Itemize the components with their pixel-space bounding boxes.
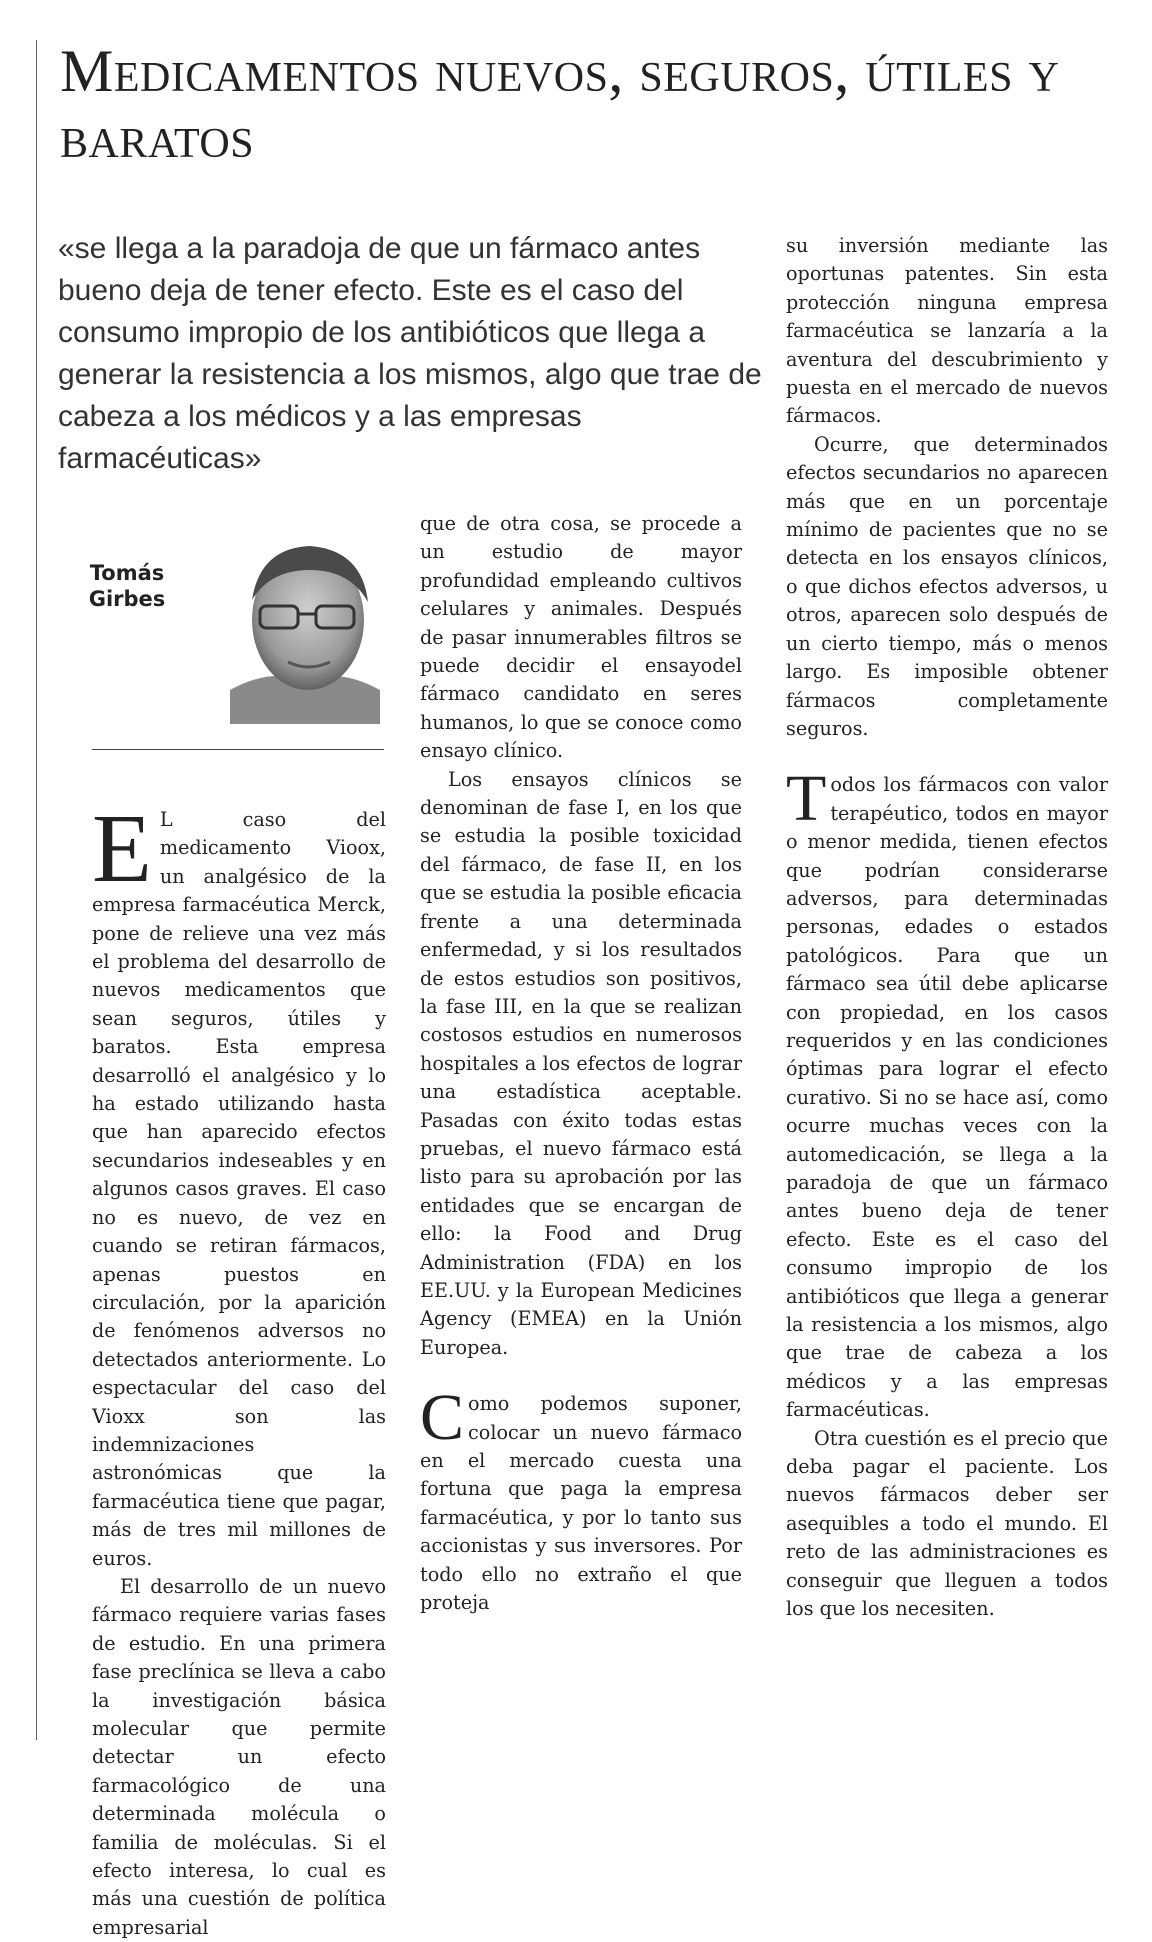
drop-cap: E: [92, 795, 152, 903]
paragraph: [92, 795, 386, 1573]
paragraph: [420, 1381, 742, 1617]
left-margin-rule: [36, 40, 37, 1740]
article-title: Medicamentos nuevos, seguros, útiles y baratos: [60, 38, 1060, 170]
drop-cap: C: [420, 1381, 465, 1455]
paragraph: Ocurre, que determinados efectos secundarios no aparecen más que en un porcentaje mínimo de pacientes que no se detecta en los ensayos clínicos, o que dichos efectos adversos, u otros, aparecen solo después de un cierto tiempo, más o menos largo. Es imposible obtener fármacos completamente seguros.: [786, 432, 1108, 740]
paragraph: [786, 762, 1108, 1424]
article-column-2: [420, 510, 742, 1617]
drop-cap: T: [786, 762, 827, 836]
paragraph-text: omo podemos suponer, colocar un nuevo fármaco en el mercado cuesta una fortuna que paga la empresa farmacéutica, y por lo tanto sus accionistas y sus inversores. Por todo ello no extraño el que proteja: [420, 1392, 742, 1615]
article-column-1: [92, 795, 386, 1942]
paragraph: El desarrollo de un nuevo fármaco requiere varias fases de estudio. En una primera fase preclínica se lleva a cabo la investigación básica molecular que permite detectar un efecto farmacológico de una determinada molécula o familia de moléculas. Si el efecto interesa, lo cual es más una cuestión de política empresarial: [92, 1574, 386, 1939]
paragraph: que de otra cosa, se procede a un estudio de mayor profundidad empleando cultivos celulares y animales. Después de pasar innumerables filtros se puede decidir el ensayodel fármaco candidato en seres humanos, lo que se conoce como ensayo clínico.: [420, 512, 742, 763]
author-photo: [230, 540, 380, 724]
paragraph: Otra cuestión es el precio que deba pagar el paciente. Los nuevos fármacos deber ser asequibles a todo el mundo. El reto de las administraciones es conseguir que lleguen a todos los que los necesiten.: [786, 1426, 1108, 1621]
pull-quote: «se llega a la paradoja de que un fármaco antes bueno deja de tener efecto. Este es el caso del consumo impropio de los antibióticos que llega a generar la resistencia a los mismos, algo que trae de cabeza a los médicos y a las empresas farmacéuticas»: [58, 232, 762, 475]
paragraph: su inversión mediante las oportunas patentes. Sin esta protección ninguna empresa farmacéutica se lanzaría a la aventura del descubrimiento y puesta en el mercado de nuevos fármacos.: [786, 234, 1108, 428]
paragraph-text: L caso del medicamento Vioox, un analgésico de la empresa farmacéutica Merck, pone de relieve una vez más el problema del desarrollo de nuevos medicamentos que sean seguros, útiles y baratos. Esta empresa desarrolló el analgésico y lo ha estado utilizando hasta que han aparecido efectos secundarios indeseables y en algunos casos graves. El caso no es nuevo, de vez en cuando se retiran fármacos, apenas puestos en circulación, por la aparición de fenómenos adversos no detectados anteriormente. Lo espectacular del caso del Vioxx son las indemnizaciones astronómicas que la farmacéutica tiene que pagar, más de tres mil millones de euros.: [92, 808, 386, 1570]
byline-divider: [92, 749, 384, 750]
author-name: Tomás Girbes: [88, 561, 166, 611]
paragraph: Los ensayos clínicos se denominan de fase I, en los que se estudia la posible toxicidad del fármaco, de fase II, en los que se estudia la posible eficacia frente a una determinada enfermedad, y si los resultados de estos estudios son positivos, la fase III, en la que se realizan costosos estudios en numerosos hospitales a los efectos de lograr una estadística aceptable. Pasadas con éxito todas estas pruebas, el nuevo fármaco está listo para su aprobación por las entidades que se encargan de ello: la Food and Drug Administration (FDA) en los EE.UU. y la European Medicines Agency (EMEA) en la Unión Europea.: [420, 767, 742, 1359]
article-column-3: [786, 232, 1108, 1624]
paragraph-text: odos los fármacos con valor terapéutico, todos en mayor o menor medida, tienen efectos que podrían considerarse adversos, para determinadas personas, edades o estados patológicos. Para que un fármaco sea útil debe aplicarse con propiedad, en los casos requeridos y en las condiciones óptimas para lograr el efecto curativo. Si no se hace así, como ocurre muchas veces con la automedicación, se llega a la paradoja de que un fármaco antes bueno deja de tener efecto. Este es el caso del consumo impropio de los antibióticos que llega a generar la resistencia a los mismos, algo que trae de cabeza a los médicos y a las empresas farmacéuticas.: [786, 773, 1108, 1422]
